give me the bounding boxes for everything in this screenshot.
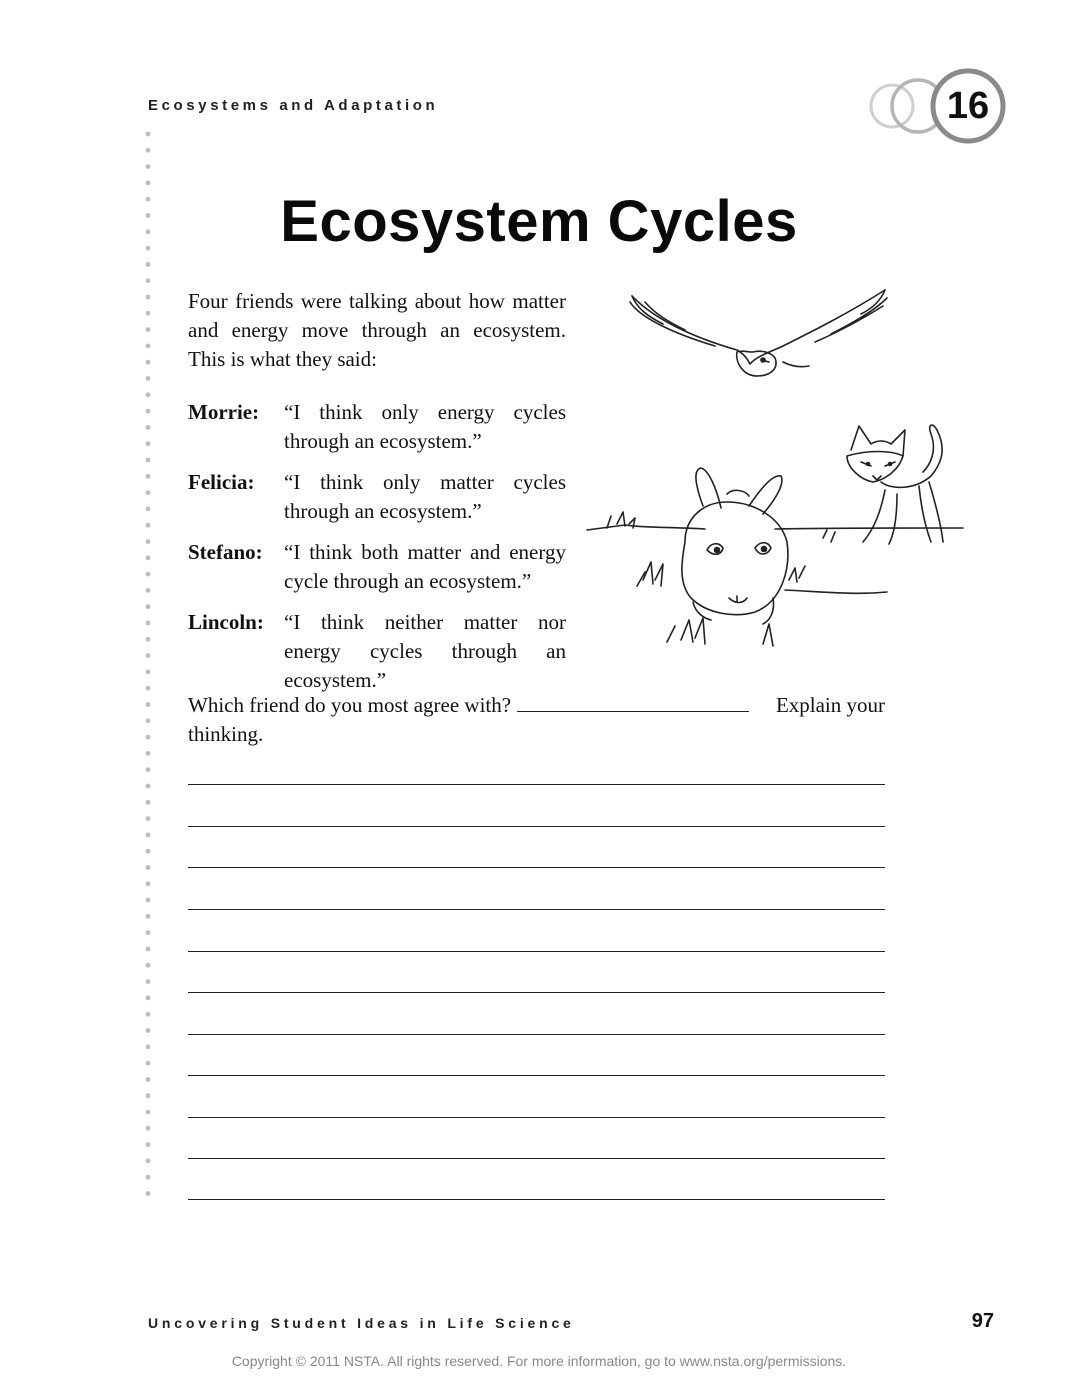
answer-line[interactable] xyxy=(188,1199,885,1200)
margin-dot xyxy=(146,1191,151,1196)
answer-line[interactable] xyxy=(188,909,885,910)
margin-dot xyxy=(146,295,151,300)
margin-dot xyxy=(146,523,151,528)
speaker-name: Lincoln: xyxy=(188,610,264,634)
speaker-quote: “I think both matter and energy cycle through an ecosystem.” xyxy=(284,540,566,593)
question-prompt: Which friend do you most agree with? xyxy=(188,693,512,717)
margin-dot xyxy=(146,181,151,186)
margin-dot xyxy=(146,604,151,609)
speaker-quote: “I think only matter cycles through an ecosystem.” xyxy=(284,470,566,523)
margin-dot xyxy=(146,1159,151,1164)
section-header: Ecosystems and Adaptation xyxy=(148,97,439,114)
margin-dot xyxy=(146,507,151,512)
margin-dot xyxy=(146,833,151,838)
margin-dot xyxy=(146,458,151,463)
speaker-quote: “I think only energy cycles through an ecosystem.” xyxy=(284,400,566,453)
margin-dot xyxy=(146,311,151,316)
margin-dot xyxy=(146,1126,151,1131)
answer-line[interactable] xyxy=(188,784,885,785)
question-line xyxy=(188,691,885,749)
margin-dot xyxy=(146,751,151,756)
margin-dot xyxy=(146,800,151,805)
margin-dot xyxy=(146,718,151,723)
margin-dot xyxy=(146,392,151,397)
margin-dot xyxy=(146,474,151,479)
margin-dot xyxy=(146,930,151,935)
intro-paragraph: Four friends were talking about how matter and energy move through an ecosystem. This is what they said: xyxy=(188,289,566,371)
margin-dot xyxy=(146,637,151,642)
margin-dot xyxy=(146,327,151,332)
margin-dot xyxy=(146,360,151,365)
page-title: Ecosystem Cycles xyxy=(280,189,798,254)
margin-dot xyxy=(146,588,151,593)
speaker-name: Felicia: xyxy=(188,470,255,494)
margin-dot xyxy=(146,164,151,169)
margin-dot xyxy=(146,409,151,414)
book-title-footer: Uncovering Student Ideas in Life Science xyxy=(148,1315,575,1331)
margin-dot xyxy=(146,735,151,740)
margin-dot xyxy=(146,816,151,821)
copyright-notice: Copyright © 2011 NSTA. All rights reserved. For more information, go to www.nsta.org/permissions. xyxy=(231,1353,847,1369)
answer-line[interactable] xyxy=(188,826,885,827)
margin-dot xyxy=(146,881,151,886)
margin-dot xyxy=(146,653,151,658)
answer-line[interactable] xyxy=(188,951,885,952)
chapter-badge xyxy=(866,66,1011,148)
margin-dot xyxy=(146,621,151,626)
speaker-name: Morrie: xyxy=(188,400,260,424)
friend-answer-blank[interactable] xyxy=(517,691,749,712)
answer-line[interactable] xyxy=(188,1075,885,1076)
margin-dot xyxy=(146,148,151,153)
margin-dot xyxy=(146,278,151,283)
margin-dot xyxy=(146,947,151,952)
margin-dot xyxy=(146,914,151,919)
margin-dot xyxy=(146,686,151,691)
margin-dot xyxy=(146,572,151,577)
page-number: 97 xyxy=(971,1310,994,1332)
answer-line[interactable] xyxy=(188,992,885,993)
question-followup: Explain your xyxy=(775,693,885,717)
margin-dot xyxy=(146,1093,151,1098)
margin-dot xyxy=(146,767,151,772)
margin-dot xyxy=(146,865,151,870)
rabbit-drawing xyxy=(682,468,788,624)
margin-dot xyxy=(146,1028,151,1033)
answer-line[interactable] xyxy=(188,1034,885,1035)
margin-dot xyxy=(146,996,151,1001)
margin-dot xyxy=(146,344,151,349)
margin-dot xyxy=(146,376,151,381)
chapter-number: 16 xyxy=(946,84,990,127)
fox-drawing xyxy=(847,425,943,544)
answer-line[interactable] xyxy=(188,867,885,868)
margin-dot xyxy=(146,1077,151,1082)
margin-dot xyxy=(146,441,151,446)
margin-dot xyxy=(146,898,151,903)
margin-dot xyxy=(146,1012,151,1017)
speaker-name: Stefano: xyxy=(188,540,263,564)
margin-dot xyxy=(146,784,151,789)
margin-dot xyxy=(146,425,151,430)
margin-dot xyxy=(146,670,151,675)
answer-line[interactable] xyxy=(188,1117,885,1118)
dotted-margin-rule xyxy=(144,130,152,1205)
hawk-drawing xyxy=(630,290,887,376)
margin-dot xyxy=(146,132,151,137)
margin-dot xyxy=(146,979,151,984)
margin-dot xyxy=(146,555,151,560)
margin-dot xyxy=(146,1142,151,1147)
speaker-quote: “I think neither matter nor energy cycles through an ecosystem.” xyxy=(284,610,566,692)
margin-dot xyxy=(146,1175,151,1180)
margin-dot xyxy=(146,490,151,495)
margin-dot xyxy=(146,1061,151,1066)
margin-dot xyxy=(146,1044,151,1049)
margin-dot xyxy=(146,262,151,267)
margin-dot xyxy=(146,849,151,854)
margin-dot xyxy=(146,539,151,544)
margin-dot xyxy=(146,963,151,968)
question-followup-continued: thinking. xyxy=(188,722,264,746)
margin-dot xyxy=(146,702,151,707)
answer-line[interactable] xyxy=(188,1158,885,1159)
hawk-rabbit-fox-drawing xyxy=(585,280,970,660)
margin-dot xyxy=(146,1110,151,1115)
